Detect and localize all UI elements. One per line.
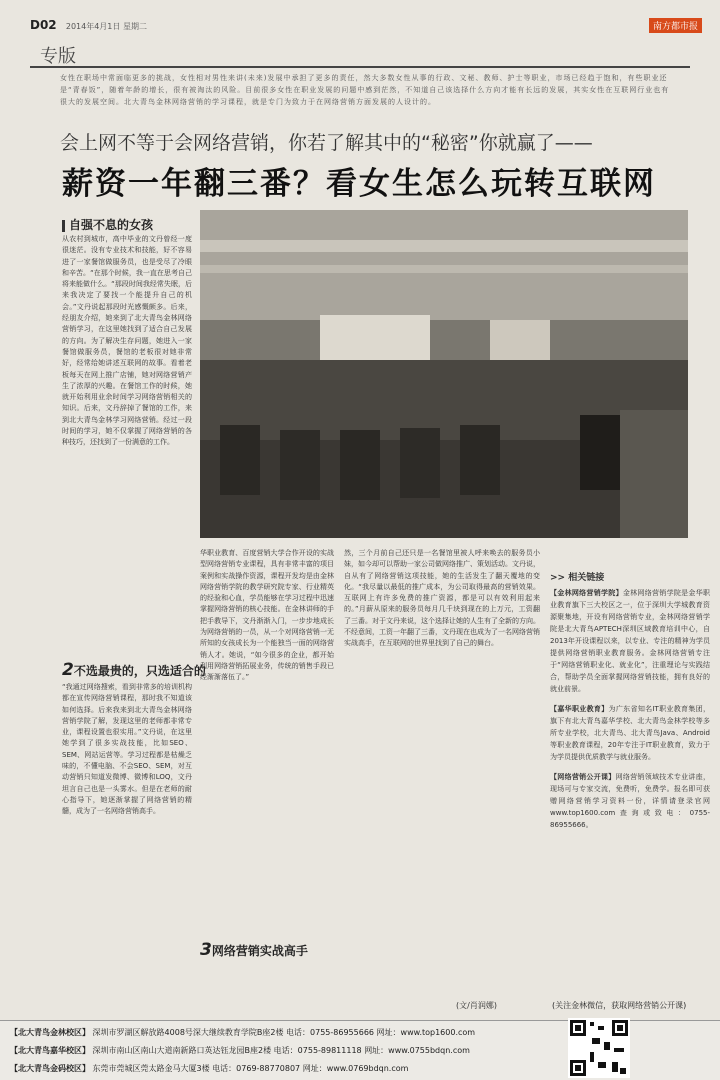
page-number: D02 xyxy=(30,18,57,32)
kicker-title: 会上网不等于会网络营销，你若了解其中的“秘密”你就赢了—— xyxy=(60,132,593,154)
qr-code xyxy=(568,1018,630,1078)
newspaper-brand: 南方都市报 xyxy=(649,18,702,33)
sidebar-item-jiahua-text: 为广东省知名IT职业教育集团，旗下有北大青鸟嘉华学校、北大青鸟金林学校等多所专业学校，北大青鸟、北大青鸟Java、Android等职业教育课程，20年专注于IT职业教育，致力于为学员提供优质教学与就业服务。 xyxy=(550,705,711,761)
sidebar-item-openclass xyxy=(550,771,710,831)
ad-address-2: 深圳市南山区南山大道南新路口英达钰龙园B座2楼 xyxy=(92,1046,272,1055)
ad-school-2: 【北大青鸟嘉华校区】 xyxy=(10,1046,90,1055)
issue-date: 2014年4月1日 星期二 xyxy=(65,22,147,31)
subheading-2 xyxy=(62,660,206,680)
sidebar-item-jiahua-label: 【嘉华职业教育】 xyxy=(550,705,609,713)
section-divider xyxy=(30,66,690,68)
headline: 薪资一年翻三番？看女生怎么玩转互联网 xyxy=(62,166,656,202)
sidebar-item-jinlin-text: 金林网络营销学院是金华职业教育旗下三大校区之一，位于深圳大学城教育资源聚集地，开设有网络营销专业，金林网络营销学院是北大青鸟APTECH深圳区域教育培训中心，自2013年开设课程以来，以专业、专注的精神为学员提供网络营销职业教育服务。金林网络营销专注于“网络营销职业化、就业化”，注重理论与实践结合，帮助学员全面掌握网络营销技能，拥有良好的就业前景。 xyxy=(550,589,711,693)
sidebar-item-jinlin-label: 【金林网络营销学院】 xyxy=(550,589,623,597)
subheading-3-number: 3 xyxy=(200,940,212,960)
address-row-1 xyxy=(10,1027,475,1038)
ad-web-3: 网址：www.0769bdqn.com xyxy=(302,1064,409,1073)
ad-address-1: 深圳市罗湖区解放路4008号深大继续教育学院B座2楼 xyxy=(92,1028,284,1037)
sidebar-title: >> 相关链接 xyxy=(550,573,605,583)
article-column-4: 然，三个月前自己还只是一名餐馆里被人呼来唤去的服务员小妹，如今却可以帮助一家公司做网络推广、策划活动。文丹说，自从有了网络营销这项技能，她的生活发生了翻天覆地的变化。“我尽量以最低的推广成本，为公司取得最高的营销效果。互联网上有许多免费的推广资源，都是可以有效利用起来的。”月薪从原来的服务员每月几千块到现在的上万元，工资翻了三番。对于文丹来说，这个选择让她的人生有了全新的方向。不经意间，工资一年翻了三番，文丹现在也成为了一名网络营销实战高手，在互联网的世界里找到了自己的舞台。 xyxy=(344,549,540,648)
related-links-sidebar xyxy=(550,570,710,839)
sidebar-item-openclass-label: 【网络营销公开课】 xyxy=(550,773,616,781)
sidebar-item-openclass-text: 网络营销领域技术专业讲座，现场可与专家交流，免费听，免费学。报名即可获赠网络营销学习资料一份，详情请登录官网www.top1600.com查询或致电：0755-86955666。 xyxy=(550,773,711,829)
subheading-3-text: 网络营销实战高手 xyxy=(211,944,308,958)
article-column-1: 从农村到城市，高中毕业的文丹曾经一度很迷茫。没有专业技术和技能，好不容易进了一家餐馆做服务员，也是受尽了冷眼和辛苦。“在那个时候，我一直在思考自己将来能做什么。“那段时间我经常失眠，后来我决定了要找一个能提升自己的机会。”文丹说起那段时光感慨颇多。后来，经朋友介绍，她来到了北大青鸟金林网络营销学习，在这里她找到了适合自己发展的方向。为了解决生存问题，她进入一家餐馆做服务员，餐馆的老板很对她非常好，经常给她讲述互联网的故事。看着老板每天在网上推广店铺，她对网络营销产生了浓厚的兴趣。在餐馆工作的时候，她就开始利用业余时间学习网络营销相关的知识。后来，文丹辞掉了餐馆的工作，来到北大青鸟金林学习网络营销。经过一段时间的学习，她不仅掌握了网络营销的各种技巧，还找到了一份满意的工作。 xyxy=(62,235,192,447)
sidebar-item-jinlin xyxy=(550,587,710,695)
lead-paragraph: 女性在职场中常面临更多的挑战，女性相对男性来讲(未来)发展中承担了更多的责任，然大多数女性从事的行政、文秘、教师、护士等职业，市场已经趋于饱和，有些职业还是“青春饭”，随着年龄的增长，很有被淘汰的风险。目前很多女性在职业发展的问题中感到茫然，不知道自己该选择什么方向才能有长远的发展，其实女性在互联网行业也有很大的发展空间。北大青鸟金林网络营销的学习课程，就是专门为致力于在网络营销方面发展的人设计的。 xyxy=(60,74,670,106)
address-row-2 xyxy=(10,1045,470,1056)
ad-tel-1: 电话：0755-86955666 xyxy=(286,1028,374,1037)
author-credit: (文/肖润娜) xyxy=(456,1001,497,1010)
ad-school-1: 【北大青鸟金林校区】 xyxy=(10,1028,90,1037)
subheading-2-number: 2 xyxy=(62,660,74,680)
ad-web-2: 网址：www.0755bdqn.com xyxy=(364,1046,470,1055)
conference-photo xyxy=(200,210,688,538)
ad-web-1: 网址：www.top1600.com xyxy=(376,1028,476,1037)
qr-caption: (关注金林微信，获取网络营销公开课) xyxy=(552,1001,687,1010)
article-column-3: 华职业教育、百度营销大学合作开设的实战型网络营销专业课程，具有非常丰富的项目案例和实战操作资源，课程开发均是由金林网络营销学院的教学研究院专家、行业精英的经验和心血，学员能够在学习过程中迅速掌握网络营销的核心技能。在金林讲师的手把手教导下，文丹渐渐入门，一步步地成长为网络营销的一员，从一个对网络营销一无所知的女孩成长为一个能独当一面的网络营销人才。她说，“如今很多的企业，都开始利用网络营销拓展业务，传统的销售手段已经渐渐落伍了。” xyxy=(200,549,334,682)
ad-address-3: 东莞市莞城区莞太路金马大厦3楼 xyxy=(92,1064,210,1073)
subheading-2-text: 不选最贵的，只选适合的 xyxy=(73,664,206,678)
ad-tel-3: 电话：0769-88770807 xyxy=(212,1064,301,1073)
ad-school-3: 【北大青鸟金码校区】 xyxy=(10,1064,90,1073)
subheading-3 xyxy=(200,940,308,960)
subheading-1-text: 自强不息的女孩 xyxy=(69,218,154,232)
subheading-1 xyxy=(62,216,153,233)
page-header xyxy=(30,18,710,36)
section-label: 专版 xyxy=(40,46,76,67)
sidebar-item-jiahua xyxy=(550,703,710,763)
ad-tel-2: 电话：0755-89811118 xyxy=(273,1046,362,1055)
article-column-2: “我通过网络搜索，看到非常多的培训机构都在宣传网络营销课程，那时我不知道该如何选择。后来我来到北大青鸟金林网络营销学院了解，发现这里的老师都非常专业，课程设置也很实用。”文丹说，在这里她学到了很多实战技能，比如SEO、SEM、网站运营等。学习过程都是枯燥乏味的，不懂电脑、不会SEO、SEM，对互动营销只知道发微博、微博和LOQ，文丹坦言自己也是一头雾水。但是在老师的耐心指导下，她逐渐掌握了网络营销的精髓，成为了一名网络营销高手。 xyxy=(62,683,192,816)
address-row-3 xyxy=(10,1063,408,1074)
